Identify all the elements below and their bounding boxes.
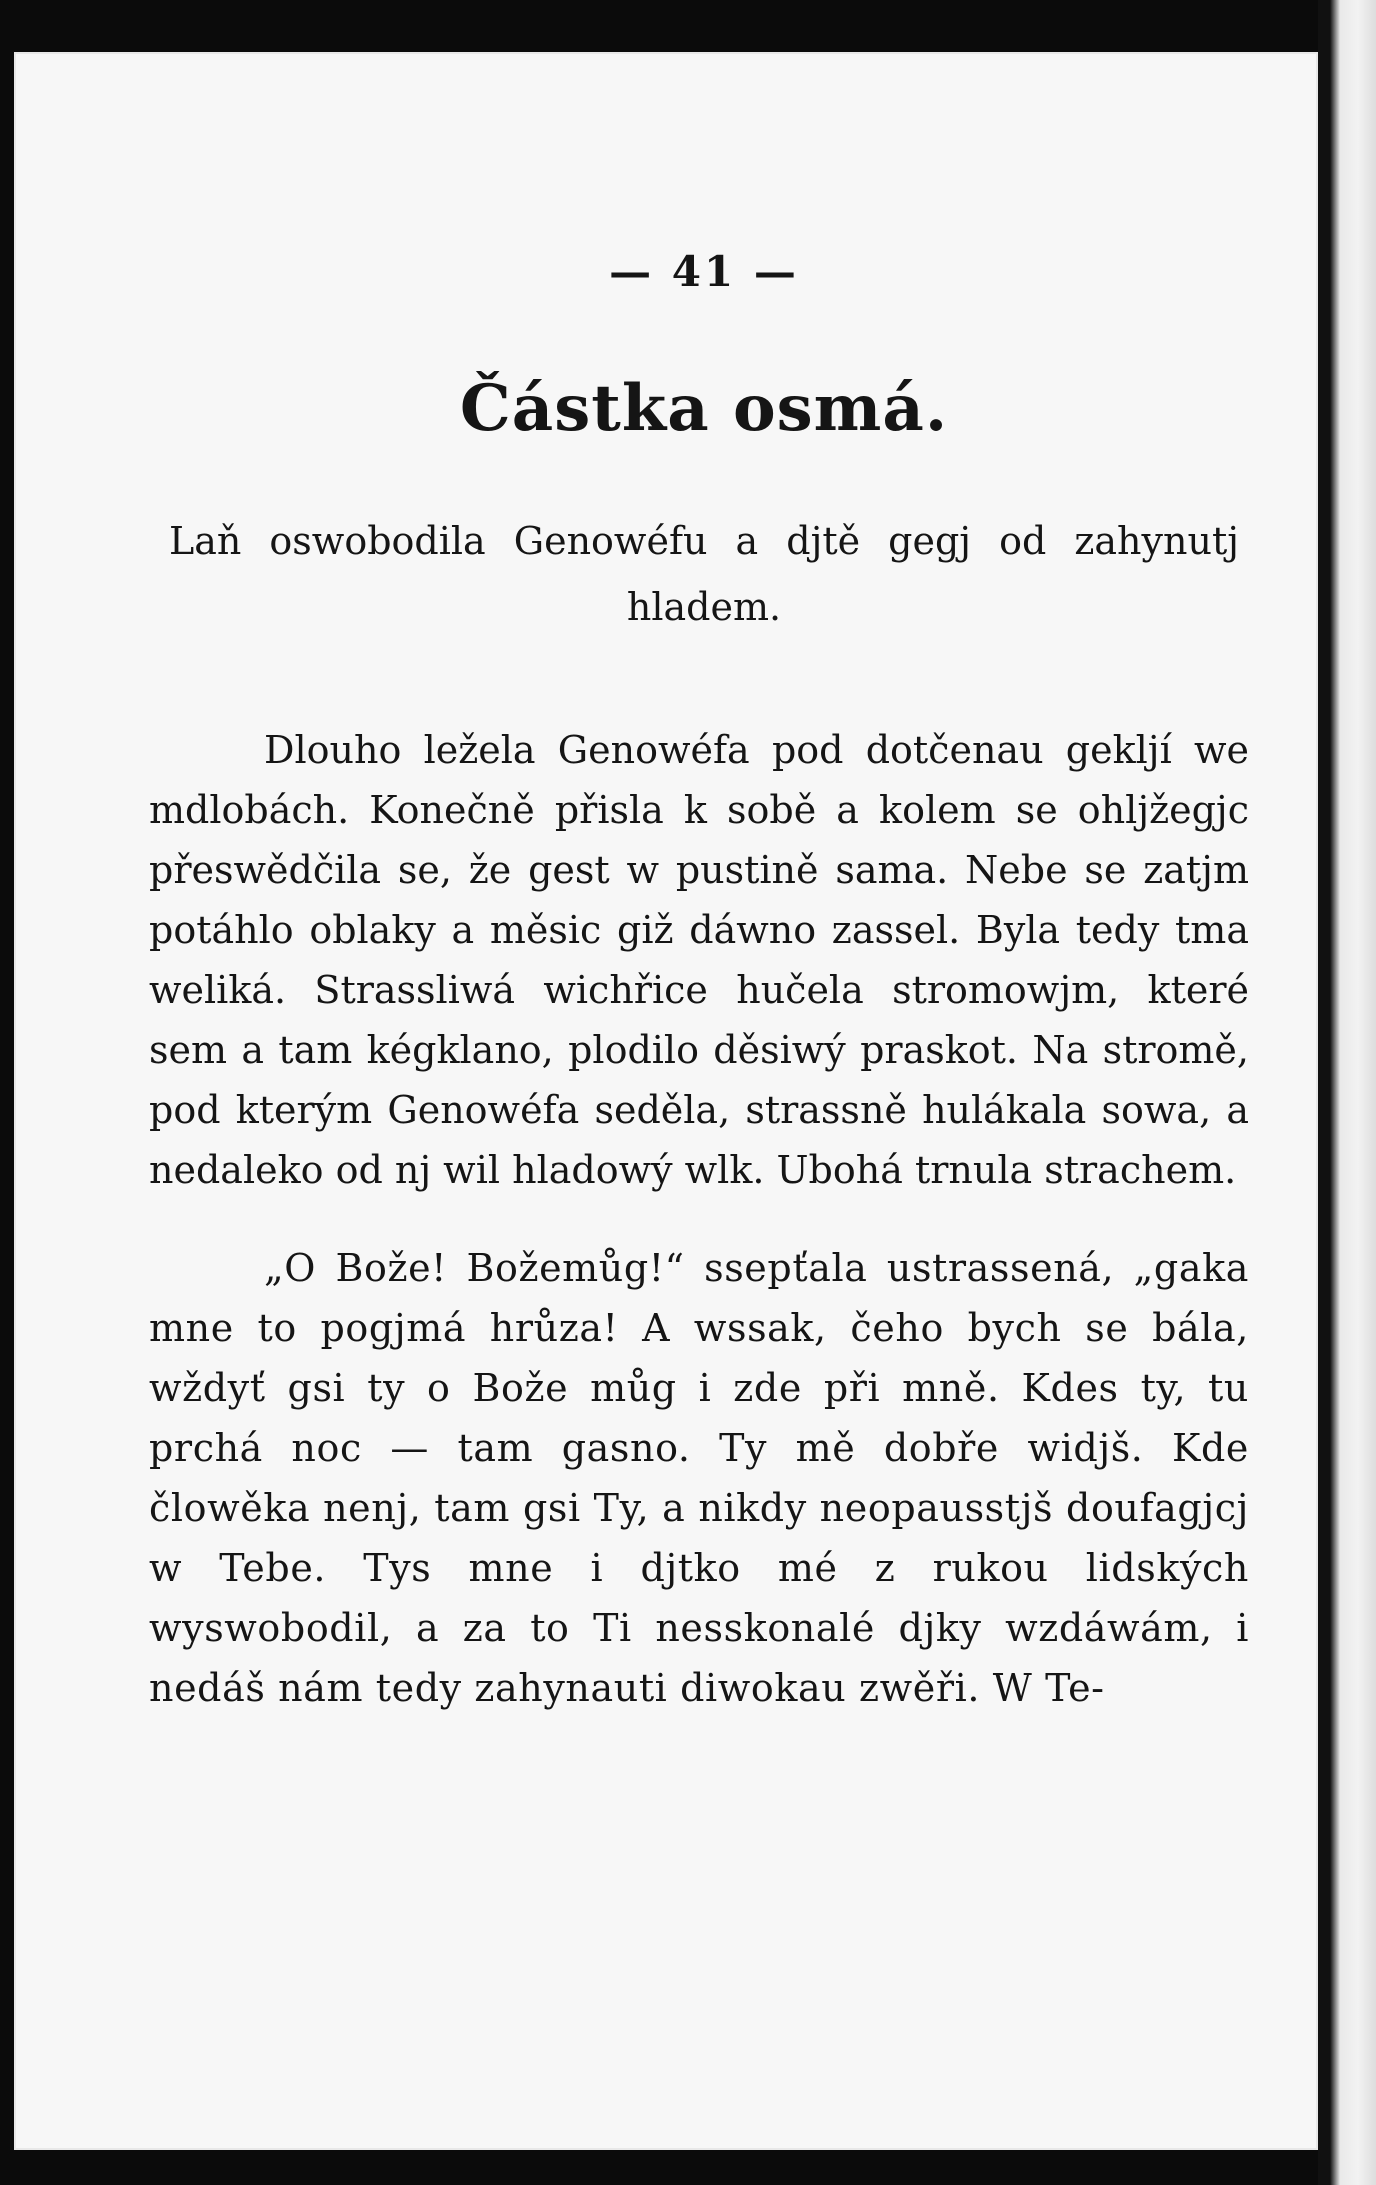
- body-paragraph: Dlouho ležela Genowéfa pod dotčenau gekljí we mdlobách. Konečně přisla k sobě a kolem se ohljžegjc přeswědčila se, že gest w pustině sama. Nebe se zatjm potáhlo oblaky a měsic giž dáwno zassel. Byla tedy tma weliká. Strassliwá wichřice hučela stromowjm, které sem a tam kégklano, plodilo děsiwý praskot. Na stromě, pod kterým Genowéfa seděla, strassně hulákala sowa, a nedaleko od nj wil hladowý wlk. Ubohá trnula strachem.: [149, 728, 1249, 1192]
- chapter-title: Částka osmá.: [459, 371, 949, 446]
- chapter-summary: Laň oswobodila Genowéfu a djtě gegj od zahynutj hladem.: [169, 519, 1239, 629]
- page-number: — 41 —: [609, 247, 799, 296]
- page-text-block: [149, 247, 1249, 1756]
- adjacent-page-edge: [1318, 0, 1376, 2185]
- quoted-prayer-paragraph: „O Bože! Božemůg!“ ssepťala ustrassená, „gaka mne to pogjmá hrůza! A wssak, čeho bych se bála, wždyť gsi ty o Bože můg i zde při mně. Kdes ty, tu prchá noc — tam gasno. Ty mě dobře widjš. Kde člowěka nenj, tam gsi Ty, a nikdy neopausstjš doufagjcj w Tebe. Tys mne i djtko mé z rukou lidských wyswobodil, a za to Ti nesskonalé djky wzdáwám, i nedáš nám tedy zahynauti diwokau zwěři. W Te-: [149, 1246, 1249, 1710]
- paper-page: [14, 52, 1318, 2150]
